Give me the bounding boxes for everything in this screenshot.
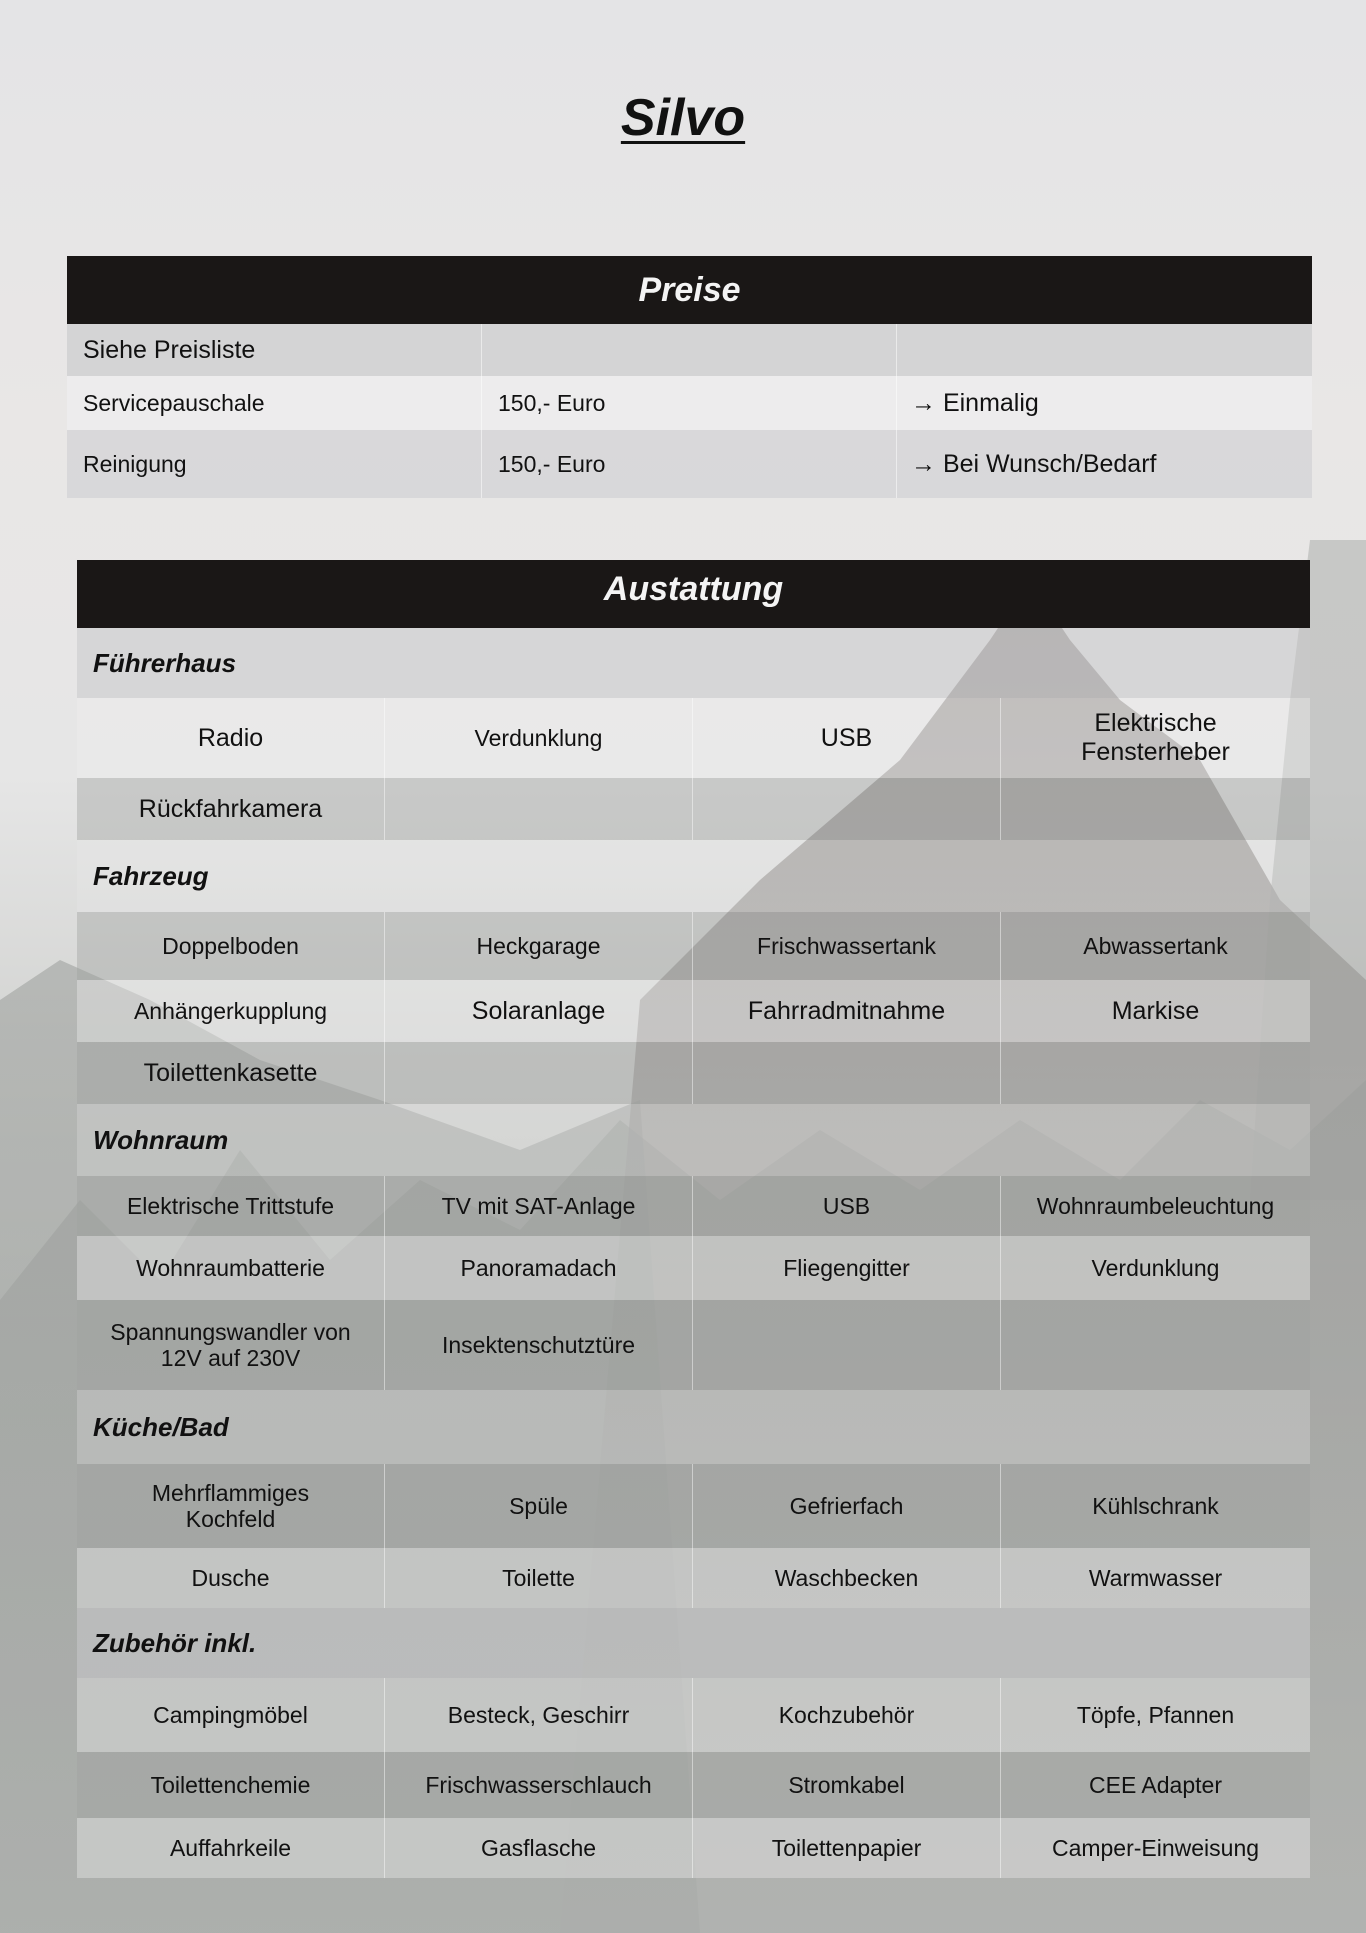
equipment-item: Waschbecken xyxy=(693,1548,1001,1608)
equipment-item: Wohnraumbatterie xyxy=(77,1236,385,1300)
equipment-item: Töpfe, Pfannen xyxy=(1076,1701,1235,1728)
equipment-item xyxy=(385,778,693,840)
equipment-item: Campingmöbel xyxy=(77,1678,385,1752)
equipment-item xyxy=(693,1300,1001,1390)
price-row xyxy=(67,376,1312,430)
price-row-label: Servicepauschale xyxy=(67,376,482,430)
section-heading-kueche-bad: Küche/Bad xyxy=(77,1390,1310,1464)
price-row xyxy=(67,324,1312,376)
page-title: Silvo xyxy=(620,89,746,147)
equipment-item xyxy=(693,778,1001,840)
equipment-item: Verdunklung xyxy=(385,698,693,778)
equipment-item: Abwassertank xyxy=(1083,932,1228,959)
equipment-row xyxy=(77,1176,1310,1236)
equipment-row xyxy=(77,1236,1310,1300)
equipment-item: Toilettenchemie xyxy=(77,1752,385,1818)
price-row-amount: 150,- Euro xyxy=(482,376,897,430)
price-row-amount: 150,- Euro xyxy=(482,430,897,498)
equipment-table xyxy=(77,560,1310,1878)
equipment-item: Frischwasserschlauch xyxy=(385,1752,693,1818)
equipment-item: USB xyxy=(693,698,1001,778)
equipment-item xyxy=(693,1042,1001,1104)
price-row-note: → Bei Wunsch/Bedarf xyxy=(911,449,1157,478)
equipment-item: Heckgarage xyxy=(385,912,693,980)
equipment-item: Stromkabel xyxy=(693,1752,1001,1818)
equipment-item: Verdunklung xyxy=(1091,1254,1220,1281)
section-heading-zubehoer: Zubehör inkl. xyxy=(77,1608,1310,1678)
price-row-label: Reinigung xyxy=(67,430,482,498)
equipment-item: Doppelboden xyxy=(77,912,385,980)
section-heading-fahrzeug: Fahrzeug xyxy=(77,840,1310,912)
equipment-row xyxy=(77,778,1310,840)
equipment-item: Toilette xyxy=(385,1548,693,1608)
equipment-item xyxy=(1001,1300,1310,1390)
equipment-item: Kochzubehör xyxy=(693,1678,1001,1752)
equipment-item xyxy=(1001,778,1310,840)
equipment-item: Elektrische Fensterheber xyxy=(1081,709,1230,766)
equipment-item: Warmwasser xyxy=(1088,1564,1223,1591)
equipment-item: Kühlschrank xyxy=(1092,1492,1219,1519)
price-row-amount xyxy=(482,324,897,376)
equipment-item: USB xyxy=(693,1176,1001,1236)
equipment-row xyxy=(77,1464,1310,1548)
equipment-item: TV mit SAT-Anlage xyxy=(385,1176,693,1236)
equipment-row xyxy=(77,980,1310,1042)
equipment-item: Wohnraumbeleuchtung xyxy=(1036,1192,1275,1219)
equipment-row xyxy=(77,1678,1310,1752)
price-row-note xyxy=(897,324,1312,376)
equipment-item: Mehrflammiges Kochfeld xyxy=(77,1464,385,1548)
prices-table xyxy=(67,256,1312,498)
equipment-item: Spüle xyxy=(385,1464,693,1548)
equipment-item: Besteck, Geschirr xyxy=(385,1678,693,1752)
price-row-label: Siehe Preisliste xyxy=(67,324,482,376)
equipment-item: Solaranlage xyxy=(385,980,693,1042)
section-heading-wohnraum: Wohnraum xyxy=(77,1104,1310,1176)
equipment-item: Insektenschutztüre xyxy=(385,1300,693,1390)
equipment-item: Panoramadach xyxy=(385,1236,693,1300)
equipment-item: Camper-Einweisung xyxy=(1051,1834,1260,1861)
equipment-row xyxy=(77,1818,1310,1878)
equipment-item: Toilettenkasette xyxy=(77,1042,385,1104)
equipment-item: Gasflasche xyxy=(385,1818,693,1878)
section-heading-fuehrerhaus: Führerhaus xyxy=(77,628,1310,698)
prices-table-header: Preise xyxy=(67,256,1312,324)
equipment-item: Markise xyxy=(1111,996,1200,1025)
equipment-item: Rückfahrkamera xyxy=(77,778,385,840)
price-row-note: → Einmalig xyxy=(911,388,1039,417)
equipment-item: Anhängerkupplung xyxy=(77,980,385,1042)
equipment-row xyxy=(77,1042,1310,1104)
price-row xyxy=(67,430,1312,498)
equipment-item xyxy=(1001,1042,1310,1104)
equipment-row xyxy=(77,1300,1310,1390)
equipment-item: Elektrische Trittstufe xyxy=(77,1176,385,1236)
equipment-row xyxy=(77,698,1310,778)
equipment-item xyxy=(385,1042,693,1104)
equipment-item: Dusche xyxy=(77,1548,385,1608)
equipment-item: Fliegengitter xyxy=(693,1236,1001,1300)
equipment-item: Spannungswandler von 12V auf 230V xyxy=(77,1300,385,1390)
equipment-table-header: Austattung xyxy=(77,560,1310,628)
equipment-item: Auffahrkeile xyxy=(77,1818,385,1878)
equipment-row xyxy=(77,912,1310,980)
equipment-item: Gefrierfach xyxy=(693,1464,1001,1548)
equipment-row xyxy=(77,1752,1310,1818)
equipment-item: Radio xyxy=(77,698,385,778)
equipment-item: Toilettenpapier xyxy=(693,1818,1001,1878)
equipment-item: Frischwassertank xyxy=(693,912,1001,980)
equipment-row xyxy=(77,1548,1310,1608)
equipment-item: CEE Adapter xyxy=(1089,1771,1222,1798)
equipment-item: Fahrradmitnahme xyxy=(693,980,1001,1042)
